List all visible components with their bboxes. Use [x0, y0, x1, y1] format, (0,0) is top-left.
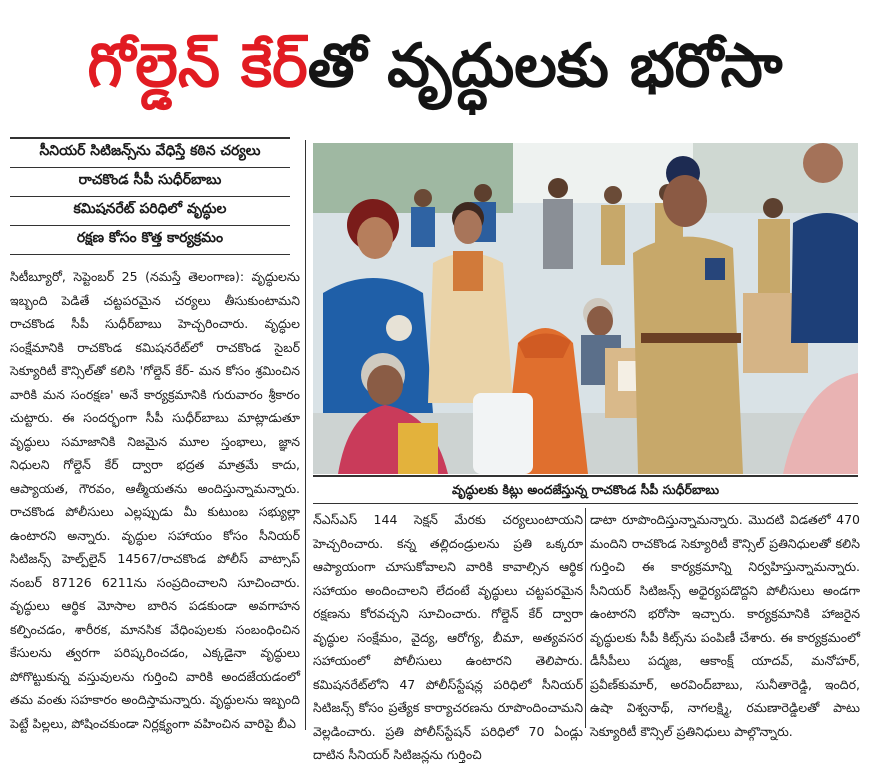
subheadline-1: సీనియర్ సిటిజన్స్‌ను వేధిస్తే కఠిన చర్యలు [10, 137, 290, 168]
headline-main: తో వృద్ధులకు భరోసా [307, 31, 783, 101]
headline-highlight: గోల్డెన్ కేర్ [87, 31, 308, 101]
news-photo [313, 143, 858, 474]
subheadline-2: రాచకొండ సీపీ సుధీర్‌బాబు [10, 168, 290, 197]
column-divider-1 [305, 140, 306, 730]
article-column-2: న్‌ఎస్ఎస్ 144 సెక్షన్ మేరకు చర్యలుంటాయని హెచ్చరించారు. కన్న తల్లిదండ్రులను ప్రతి ఒక్కరూ ఆప్యాయంగా చూసుకోవాలని వారికి కావాల్సిన ఆర్థిక సహాయం అందించాలని లేదంటే వృద్ధులు చట్టపరమైన రక్షణను కోరవచ్చని సూచించారు. గోల్డెన్ కేర్ ద్వారా వృద్ధుల సంక్షేమం, వైద్య, ఆరోగ్య, బీమా, అత్యవసర సహాయంలో పోలీసులు ఉంటారని తెలిపారు. కమిషనరేట్‌లోని 47 పోలీస్‌స్టేషన్ల పరిధిలో సీనియర్ సిటిజన్స్ కోసం ప్రత్యేక కార్యాచరణను రూపొందించామని వెల్లడించారు. ప్రతి పోలీస్‌స్టేషన్ పరిధిలో 70 ఏండ్లు దాటిన సీనియర్ సిటిజన్లను గుర్తించి [313, 512, 583, 762]
subheadline-3: కమిషనరేట్ పరిధిలో వృద్ధుల [10, 197, 290, 226]
column-divider-2 [585, 508, 586, 728]
subheadline-box [10, 137, 290, 255]
subheadline-4: రక్షణ కోసం కొత్త కార్యక్రమం [10, 226, 290, 255]
article-column-1: సిటీబ్యూరో, సెప్టెంబర్ 25 (నమస్తే తెలంగాణ): వృద్ధులను ఇబ్బంది పెడితే చట్టపరమైన చర్యలు తీసుకుంటామని రాచకొండ సీపీ సుధీర్‌బాబు హెచ్చరించారు. వృద్ధుల సంక్షేమానికి రాచకొండ కమిషనరేట్‌లో రాచకొండ సైబర్ సెక్యూరిటీ కౌన్సిల్‌తో కలిసి 'గోల్డెన్ కేర్- మన కోసం శ్రమించిన వారికి మన సంరక్షణ' అనే కార్యక్రమానికి గురువారం శ్రీకారం చుట్టారు. ఈ సందర్భంగా సీపీ సుధీర్‌బాబు మాట్లాడుతూ వృద్ధులు సమాజానికి నిజమైన మూల స్తంభాలు, జ్ఞాన నిధులని గోల్డెన్ కేర్ ద్వారా భద్రత మాత్రమే కాదు, ఆప్యాయత, గౌరవం, ఆత్మీయతను అందిస్తున్నామన్నారు. రాచకొండ పోలీసులు ఎల్లప్పుడు మీ కుటుంబ సభ్యుల్లా ఉంటారని అన్నారు. వృద్ధుల సహాయం కోసం సీనియర్ సిటిజన్స్ హెల్ప్‌లైన్ 14567/రాచకొండ పోలీస్ వాట్సాప్ నంబర్ 87126 6211ను సంప్రదించాలని సూచించారు. వృద్ధులు ఆర్థిక మోసాల బారిన పడకుండా అవగాహన కల్పించడం, శారీరక, మానసిక వేధింపులకు సంబంధించిన కేసులను త్వరగా పరిష్కరించడం, ఎక్కడైనా వృద్ధులు పోగొట్టుకున్న వస్తువులను గుర్తించి వారికి అందజేయడంలో తమ వంతు సహకారం అందిస్తామన్నారు. వృద్ధులను ఇబ్బంది పెట్టే పిల్లలు, పోషించకుండా నిర్లక్ష్యంగా వహించిన వారిపై బీఎ [10, 269, 300, 731]
article-column-3: డాటా రూపొందిస్తున్నామన్నారు. మొదటి విడతలో 470 మందిని రాచకొండ సెక్యూరిటీ కౌన్సిల్ ప్రతినిధులతో కలిసి గుర్తించి ఈ కార్యక్రమాన్ని నిర్వహిస్తున్నామన్నారు. సీనియర్ సిటిజన్స్ అధైర్యపడొద్దని పోలీసులు అండగా ఉంటారని భరోసా ఇచ్చారు. కార్యక్రమానికి హాజరైన వృద్ధులకు సీపీ కిట్స్‌ను పంపిణీ చేశారు. ఈ కార్యక్రమంలో డీసీపీలు పద్మజ, ఆకాంక్ష్ యాదవ్, మనోహర్, ప్రవీణ్‌కుమార్, అరవింద్‌బాబు, సునీతారెడ్డి, ఇందిర, ఉషా విశ్వనాథ్, నాగలక్ష్మి, రమణారెడ్డిలతో పాటు సెక్యూరిటీ కౌన్సిల్ ప్రతినిధులు పాల్గొన్నారు. [590, 512, 860, 739]
headline [0, 18, 870, 101]
photo-caption: వృద్ధులకు కిట్లు అందజేస్తున్న రాచకొండ సీపీ సుధీర్‌బాబు [313, 475, 858, 504]
